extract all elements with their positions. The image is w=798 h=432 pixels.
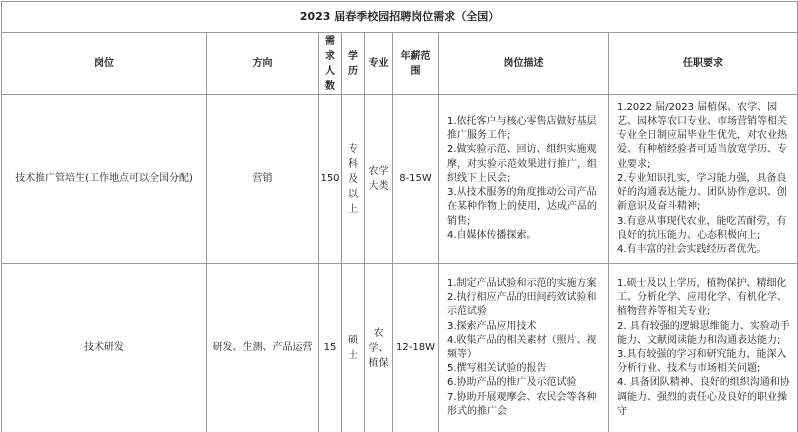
description-line: 4.收集产品的相关素材（照片、视频等） (447, 334, 597, 360)
requirement-line: 1.2022 届/2023 届植保、农学、园艺、园林等农口专业、市场营销等相关专业全日制应届毕业生优先，对农业热爱、有种植经验者可适当放宽学历、专业要求; (617, 101, 787, 170)
cell-major: 农学大类 (365, 95, 393, 264)
job-table (1, 1, 798, 432)
description-line: 1.制定产品试验和示范的实施方案 (447, 277, 597, 289)
requirement-line: 1.硕士及以上学历，植物保护、精细化工、分析化学、应用化学、有机化学、植物营养等相关专业; (617, 277, 787, 318)
cell-position: 技术推广管培生(工作地点可以全国分配) (2, 95, 207, 264)
header-position: 岗位 (2, 33, 207, 95)
cell-education: 硕士 (342, 264, 365, 432)
cell-direction: 营销 (207, 95, 319, 264)
table-title: 2023 届春季校园招聘岗位需求（全国） (2, 2, 798, 33)
cell-salary: 8-15W (393, 95, 439, 264)
cell-major: 农学、植保 (365, 264, 393, 432)
header-headcount: 需求人数 (319, 33, 342, 95)
requirement-line: 4.有丰富的社会实践经历者优先。 (617, 243, 767, 255)
header-direction: 方向 (207, 33, 319, 95)
requirement-line: 2.专业知识扎实，学习能力强，具备良好的沟通表达能力、团队协作意识、创新意识及奋斗精神; (617, 172, 787, 213)
requirement-line: 3.具有较强的学习和研究能力，能深入分析行业、技术与市场相关问题; (617, 349, 787, 375)
description-line: 5.撰写相关试验的报告 (447, 363, 547, 375)
cell-requirements (609, 264, 798, 432)
cell-headcount: 15 (319, 264, 342, 432)
header-description: 岗位描述 (439, 33, 609, 95)
cell-education: 专科及以上 (342, 95, 365, 264)
description-line: 2.执行相应产品的田间药效试验和示范试验 (447, 292, 597, 318)
description-line: 4.自媒体传播探索。 (447, 229, 537, 241)
cell-headcount: 150 (319, 95, 342, 264)
description-line: 3.探索产品应用技术 (447, 320, 537, 332)
cell-salary: 12-18W (393, 264, 439, 432)
cell-direction: 研发、生测、产品运营 (207, 264, 319, 432)
description-line: 6.协助产品的推广及示范试验 (447, 377, 577, 389)
requirement-line: 3.有意从事现代农业，能吃苦耐劳，有良好的抗压能力、心态积极向上; (617, 215, 787, 241)
description-line: 1.依托客户与核心零售店做好基层推广服务工作; (447, 116, 597, 142)
cell-description (439, 264, 609, 432)
header-salary: 年薪范围 (393, 33, 439, 95)
cell-requirements (609, 95, 798, 264)
requirement-line: 2. 具有较强的逻辑思维能力、实验动手能力、文献阅读能力和沟通表达能力; (617, 320, 790, 346)
description-line: 3.从技术服务的角度推动公司产品在某种作物上的使用，达成产品的销售; (447, 187, 597, 227)
cell-description (439, 95, 609, 264)
cell-position: 技术研发 (2, 264, 207, 432)
table-row (2, 264, 798, 432)
header-education: 学历 (342, 33, 365, 95)
description-line: 2.做实验示范、回访、组织实施观摩，对实验示范效果进行推广，组织线下上民会; (447, 144, 597, 184)
table-row (2, 95, 798, 264)
requirement-line: 4. 具备团队精神、良好的组织沟通和协调能力、强烈的责任心及良好的职业操守 (617, 377, 790, 417)
header-major: 专业 (365, 33, 393, 95)
header-requirements: 任职要求 (609, 33, 798, 95)
description-line: 7.协助开展观摩会、农民会等各种形式的推广会 (447, 391, 597, 417)
